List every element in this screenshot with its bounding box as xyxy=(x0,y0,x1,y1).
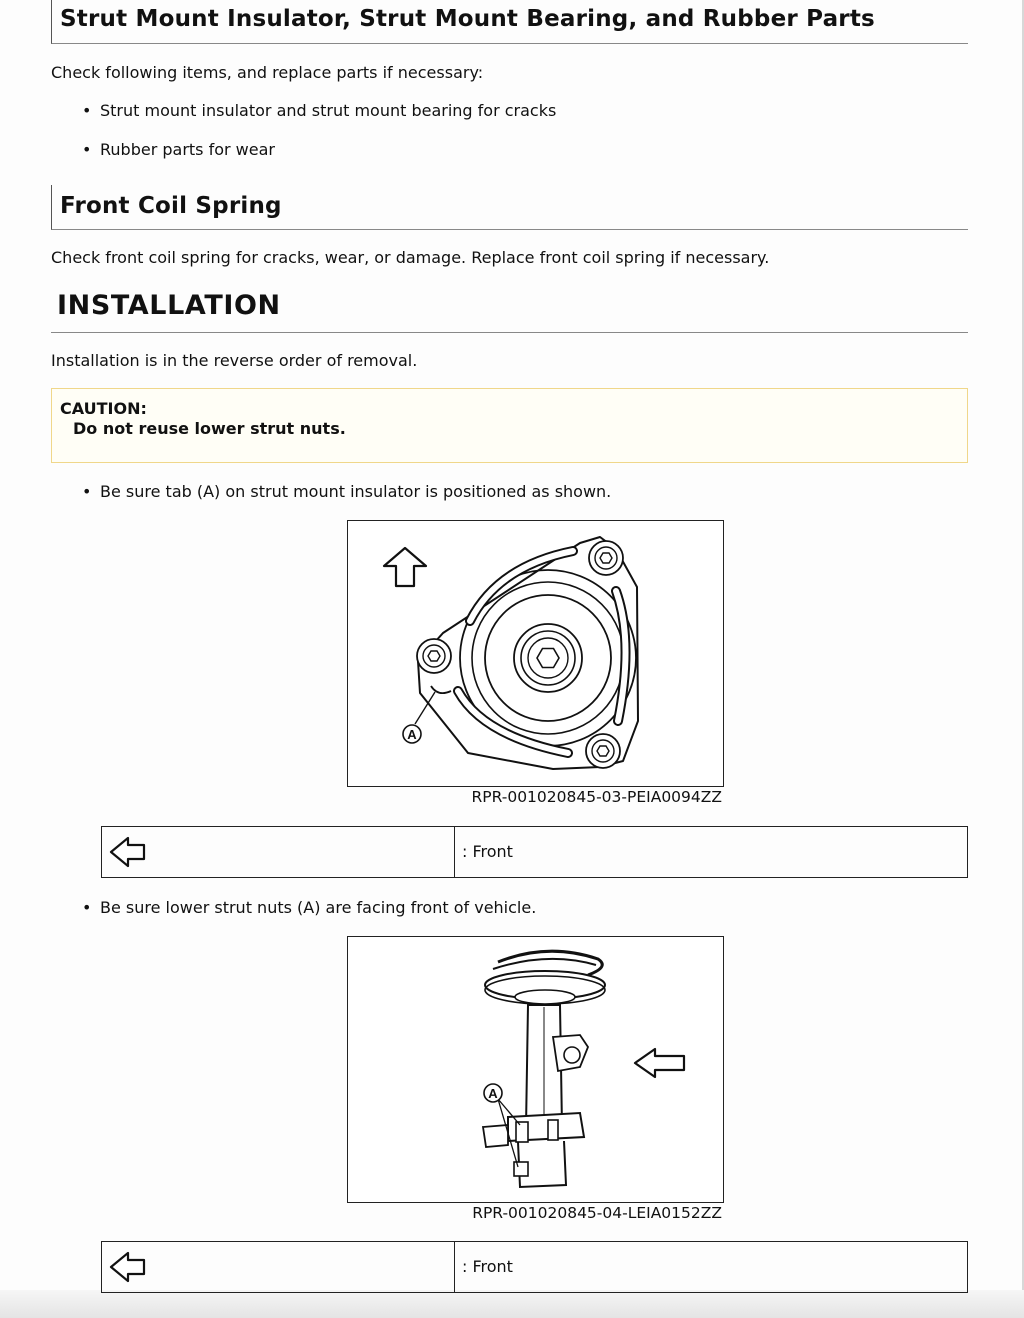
bullet-item xyxy=(82,482,611,501)
legend-table-row xyxy=(101,826,968,878)
bolt-hole-bottom-right xyxy=(586,734,620,768)
bullet-item xyxy=(82,101,556,120)
caution-text: Do not reuse lower strut nuts. xyxy=(73,419,346,438)
intro-text: Check following items, and replace parts if necessary: xyxy=(51,63,484,82)
front-arrow-icon xyxy=(108,1247,148,1287)
bullet-item xyxy=(82,140,275,159)
figure-strut-mount-insulator xyxy=(347,520,724,787)
bullet-mark: • xyxy=(82,482,92,501)
section-header-strut-mount xyxy=(51,0,968,44)
bullet-item xyxy=(82,898,536,917)
legend-text: : Front xyxy=(462,1257,513,1276)
front-arrow-left-icon xyxy=(635,1049,684,1077)
front-arrow-icon xyxy=(108,832,148,872)
bullet-mark: • xyxy=(82,140,92,159)
callout-a-label: A xyxy=(407,727,417,742)
installation-title: INSTALLATION xyxy=(57,290,281,321)
strut-assembly-drawing xyxy=(348,937,723,1202)
figure-strut-assembly xyxy=(347,936,724,1203)
page-bottom-edge xyxy=(0,1290,1024,1318)
front-arrow-up-icon xyxy=(384,548,426,586)
legend-icon-cell xyxy=(102,1242,455,1292)
caution-box xyxy=(51,388,968,463)
figure-caption: RPR-001020845-04-LEIA0152ZZ xyxy=(472,1204,722,1222)
section-title: Front Coil Spring xyxy=(60,193,282,219)
legend-text: : Front xyxy=(462,842,513,861)
strut-mount-insulator-drawing xyxy=(348,521,723,786)
bolt-hole-top-right xyxy=(589,541,623,575)
figure-caption: RPR-001020845-03-PEIA0094ZZ xyxy=(471,788,722,806)
bullet-mark: • xyxy=(82,898,92,917)
section-header-front-coil xyxy=(51,185,968,230)
bullet-text: Strut mount insulator and strut mount bearing for cracks xyxy=(100,101,557,120)
legend-table-row xyxy=(101,1241,968,1293)
installation-header xyxy=(51,290,968,333)
bullet-text: Be sure lower strut nuts (A) are facing front of vehicle. xyxy=(100,898,537,917)
bullet-mark: • xyxy=(82,101,92,120)
legend-icon-cell xyxy=(102,827,455,877)
front-coil-text: Check front coil spring for cracks, wear, or damage. Replace front coil spring if necessary. xyxy=(51,248,770,267)
callout-a-label: A xyxy=(488,1086,498,1101)
caution-title: CAUTION: xyxy=(60,399,147,418)
bullet-text: Be sure tab (A) on strut mount insulator is positioned as shown. xyxy=(100,482,612,501)
section-title: Strut Mount Insulator, Strut Mount Bearing, and Rubber Parts xyxy=(60,6,875,32)
bullet-text: Rubber parts for wear xyxy=(100,140,275,159)
bolt-hole-left xyxy=(417,639,451,673)
installation-text: Installation is in the reverse order of removal. xyxy=(51,351,418,370)
